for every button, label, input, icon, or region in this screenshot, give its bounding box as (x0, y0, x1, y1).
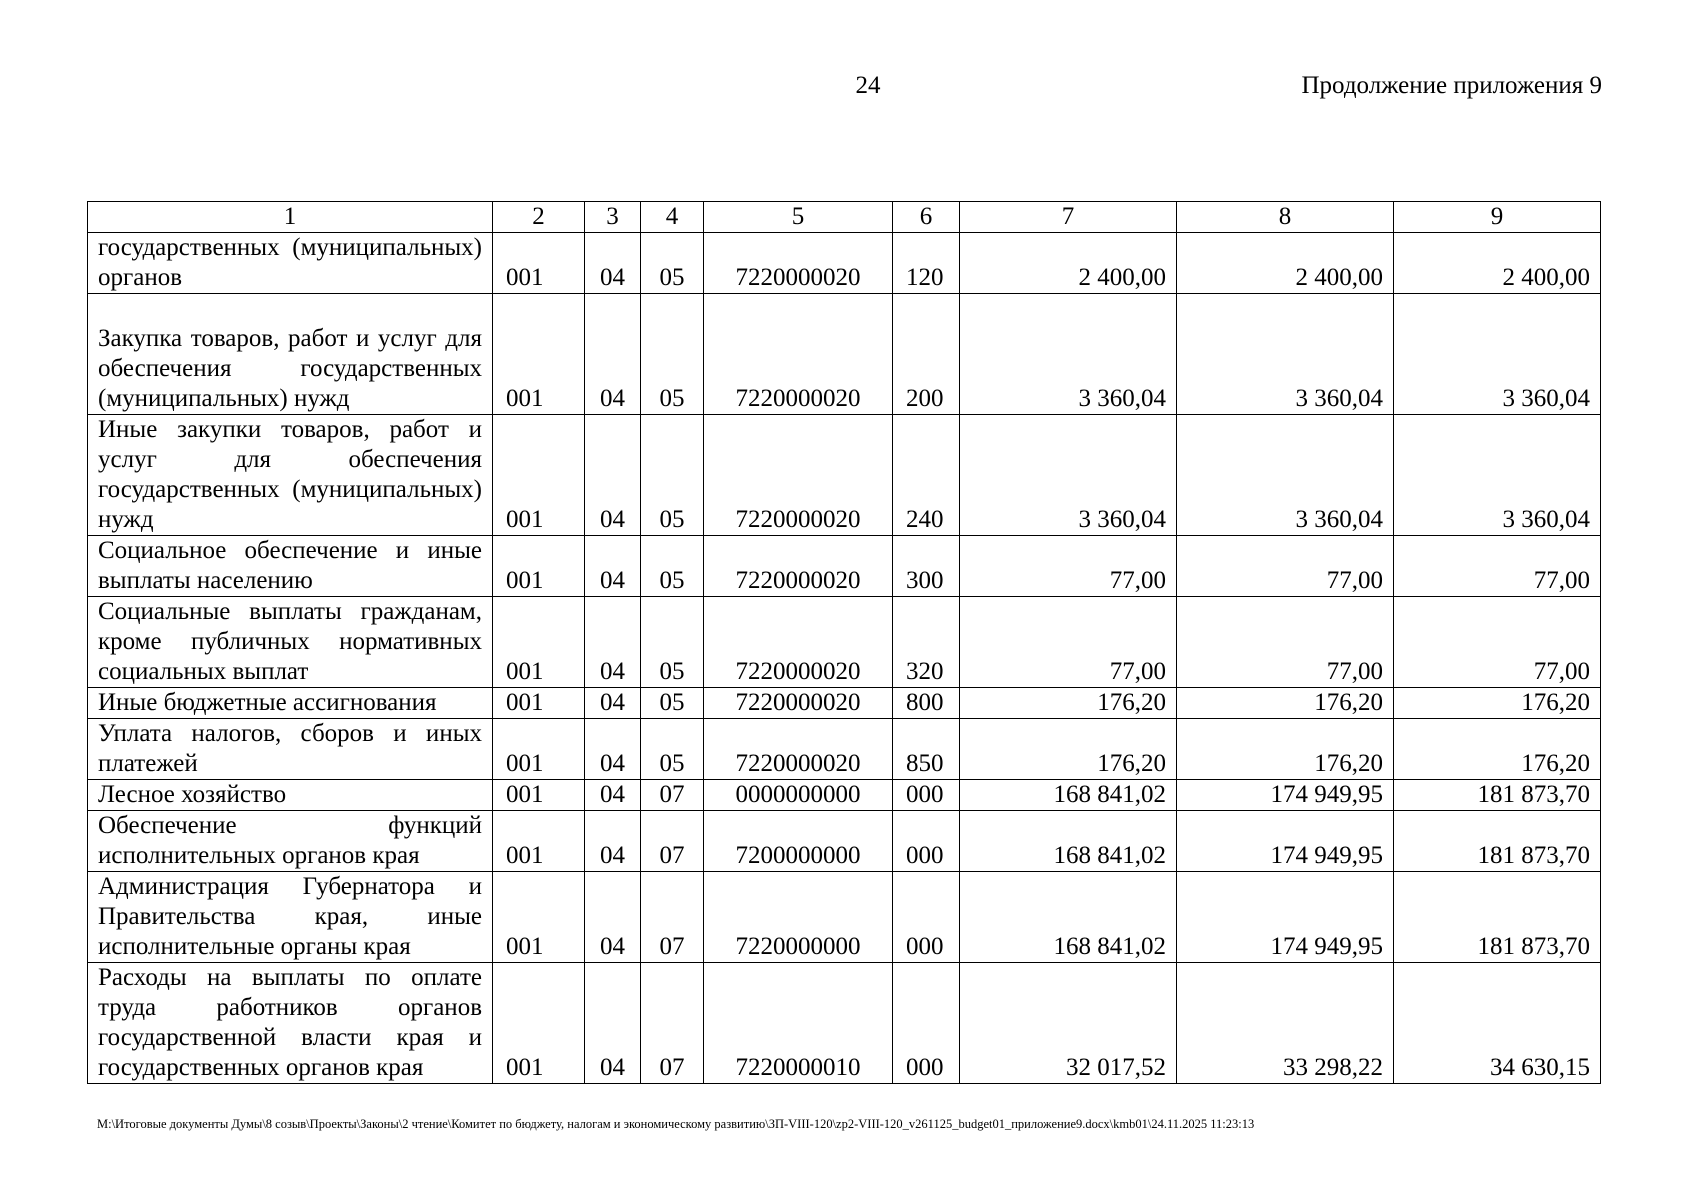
footer-file-path: М:\Итоговые документы Думы\8 созыв\Проекты\Законы\2 чтение\Комитет по бюджету, налогам и экономическому развитию\ЗП-VIII-120\zp2-VIII-120_v261125_budget01_приложение9.docx\kmb01\24.11.2025 11:23:13 (97, 1117, 1255, 1131)
amount-col8: 77,00 (1177, 536, 1394, 597)
ministry-code: 001 (493, 872, 585, 963)
table-row (88, 294, 1601, 415)
column-number: 8 (1177, 202, 1394, 233)
expense-type-code: 000 (893, 780, 960, 811)
amount-col7: 32 017,52 (960, 963, 1177, 1084)
expense-name: Администрация Губернатора и Правительства края, иные исполнительные органы края (88, 872, 493, 963)
target-article-code: 7220000020 (704, 597, 893, 688)
amount-col9: 181 873,70 (1394, 780, 1601, 811)
amount-col9: 2 400,00 (1394, 233, 1601, 294)
ministry-code: 001 (493, 811, 585, 872)
ministry-code: 001 (493, 719, 585, 780)
column-number-row (88, 202, 1601, 233)
expense-name: Социальные выплаты гражданам, кроме публичных нормативных социальных выплат (88, 597, 493, 688)
section-code: 04 (585, 597, 641, 688)
table-row (88, 688, 1601, 719)
amount-col9: 176,20 (1394, 688, 1601, 719)
target-article-code: 7220000020 (704, 415, 893, 536)
amount-col9: 176,20 (1394, 719, 1601, 780)
amount-col8: 176,20 (1177, 719, 1394, 780)
expense-name: Закупка товаров, работ и услуг для обеспечения государственных (муниципальных) нужд (88, 294, 493, 415)
amount-col8: 3 360,04 (1177, 294, 1394, 415)
expense-name: Лесное хозяйство (88, 780, 493, 811)
target-article-code: 7200000000 (704, 811, 893, 872)
column-number: 6 (893, 202, 960, 233)
amount-col7: 176,20 (960, 719, 1177, 780)
amount-col7: 77,00 (960, 536, 1177, 597)
ministry-code: 001 (493, 597, 585, 688)
ministry-code: 001 (493, 688, 585, 719)
subsection-code: 07 (641, 963, 704, 1084)
table-row (88, 719, 1601, 780)
expense-type-code: 000 (893, 811, 960, 872)
subsection-code: 05 (641, 415, 704, 536)
target-article-code: 7220000010 (704, 963, 893, 1084)
amount-col8: 77,00 (1177, 597, 1394, 688)
expense-name: Иные закупки товаров, работ и услуг для обеспечения государственных (муниципальных) нужд (88, 415, 493, 536)
expense-name: Уплата налогов, сборов и иных платежей (88, 719, 493, 780)
ministry-code: 001 (493, 780, 585, 811)
table-row (88, 963, 1601, 1084)
target-article-code: 7220000020 (704, 233, 893, 294)
budget-table (87, 201, 1601, 1084)
expense-name: Обеспечение функций исполнительных органов края (88, 811, 493, 872)
amount-col8: 33 298,22 (1177, 963, 1394, 1084)
expense-type-code: 320 (893, 597, 960, 688)
table-row (88, 780, 1601, 811)
expense-type-code: 800 (893, 688, 960, 719)
expense-name: Расходы на выплаты по оплате труда работников органов государственной власти края и государственных органов края (88, 963, 493, 1084)
target-article-code: 7220000000 (704, 872, 893, 963)
target-article-code: 0000000000 (704, 780, 893, 811)
subsection-code: 07 (641, 811, 704, 872)
table-row (88, 536, 1601, 597)
ministry-code: 001 (493, 294, 585, 415)
subsection-code: 07 (641, 780, 704, 811)
amount-col8: 3 360,04 (1177, 415, 1394, 536)
amount-col9: 77,00 (1394, 597, 1601, 688)
ministry-code: 001 (493, 233, 585, 294)
expense-name: Иные бюджетные ассигнования (88, 688, 493, 719)
amount-col7: 3 360,04 (960, 415, 1177, 536)
section-code: 04 (585, 811, 641, 872)
section-code: 04 (585, 780, 641, 811)
section-code: 04 (585, 872, 641, 963)
section-code: 04 (585, 963, 641, 1084)
ministry-code: 001 (493, 536, 585, 597)
column-number: 5 (704, 202, 893, 233)
expense-name: Социальное обеспечение и иные выплаты населению (88, 536, 493, 597)
amount-col7: 168 841,02 (960, 780, 1177, 811)
table-row (88, 597, 1601, 688)
amount-col7: 168 841,02 (960, 872, 1177, 963)
amount-col7: 168 841,02 (960, 811, 1177, 872)
table-row (88, 415, 1601, 536)
amount-col8: 174 949,95 (1177, 872, 1394, 963)
expense-type-code: 300 (893, 536, 960, 597)
amount-col7: 3 360,04 (960, 294, 1177, 415)
amount-col7: 77,00 (960, 597, 1177, 688)
section-code: 04 (585, 719, 641, 780)
subsection-code: 05 (641, 294, 704, 415)
target-article-code: 7220000020 (704, 294, 893, 415)
amount-col8: 174 949,95 (1177, 811, 1394, 872)
amount-col9: 3 360,04 (1394, 294, 1601, 415)
amount-col9: 77,00 (1394, 536, 1601, 597)
continuation-label: Продолжение приложения 9 (1301, 72, 1602, 99)
table-row (88, 811, 1601, 872)
amount-col8: 176,20 (1177, 688, 1394, 719)
amount-col7: 2 400,00 (960, 233, 1177, 294)
section-code: 04 (585, 233, 641, 294)
ministry-code: 001 (493, 415, 585, 536)
amount-col7: 176,20 (960, 688, 1177, 719)
amount-col8: 2 400,00 (1177, 233, 1394, 294)
subsection-code: 05 (641, 536, 704, 597)
expense-type-code: 200 (893, 294, 960, 415)
column-number: 7 (960, 202, 1177, 233)
subsection-code: 05 (641, 233, 704, 294)
amount-col9: 3 360,04 (1394, 415, 1601, 536)
column-number: 1 (88, 202, 493, 233)
column-number: 3 (585, 202, 641, 233)
ministry-code: 001 (493, 963, 585, 1084)
target-article-code: 7220000020 (704, 536, 893, 597)
expense-type-code: 000 (893, 963, 960, 1084)
subsection-code: 07 (641, 872, 704, 963)
column-number: 9 (1394, 202, 1601, 233)
column-number: 4 (641, 202, 704, 233)
subsection-code: 05 (641, 597, 704, 688)
section-code: 04 (585, 294, 641, 415)
subsection-code: 05 (641, 719, 704, 780)
expense-name: государственных (муниципальных) органов (88, 233, 493, 294)
amount-col9: 34 630,15 (1394, 963, 1601, 1084)
subsection-code: 05 (641, 688, 704, 719)
column-number: 2 (493, 202, 585, 233)
expense-type-code: 120 (893, 233, 960, 294)
expense-type-code: 240 (893, 415, 960, 536)
table-row (88, 233, 1601, 294)
section-code: 04 (585, 536, 641, 597)
amount-col9: 181 873,70 (1394, 811, 1601, 872)
page-number: 24 (855, 72, 881, 99)
target-article-code: 7220000020 (704, 688, 893, 719)
amount-col9: 181 873,70 (1394, 872, 1601, 963)
section-code: 04 (585, 688, 641, 719)
expense-type-code: 850 (893, 719, 960, 780)
amount-col8: 174 949,95 (1177, 780, 1394, 811)
section-code: 04 (585, 415, 641, 536)
expense-type-code: 000 (893, 872, 960, 963)
target-article-code: 7220000020 (704, 719, 893, 780)
table-row (88, 872, 1601, 963)
